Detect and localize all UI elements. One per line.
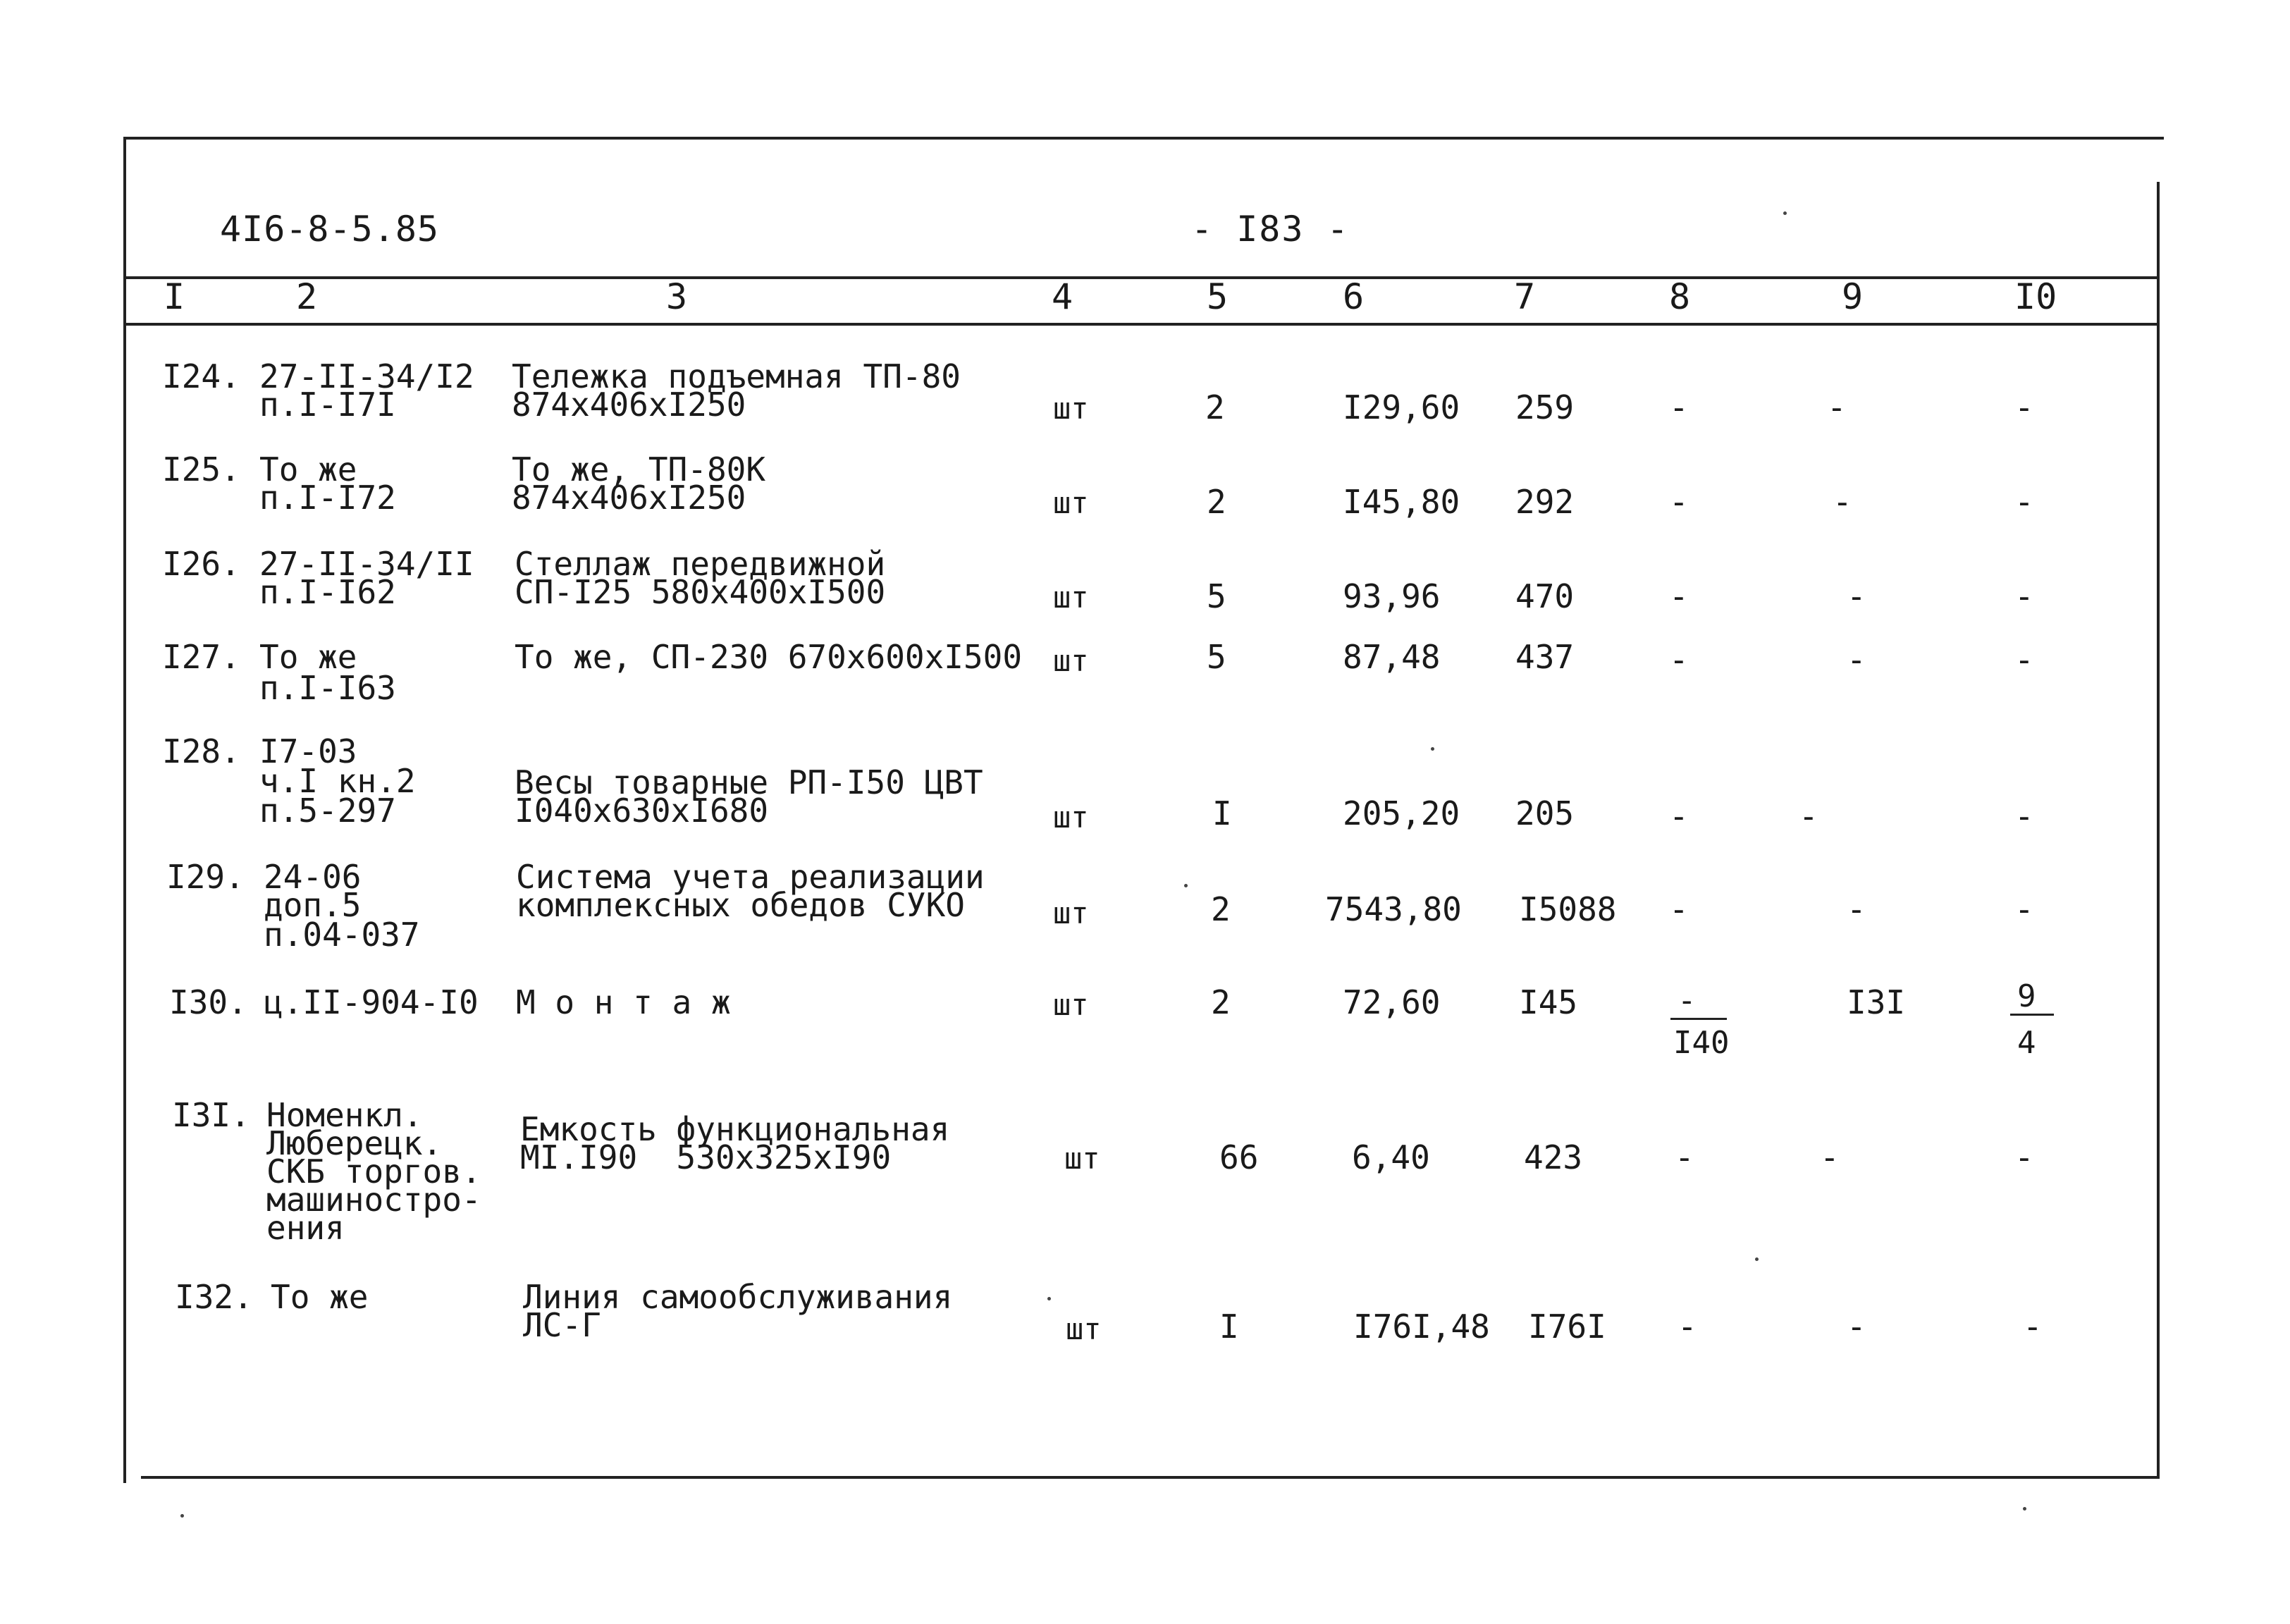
row-col10: - [2014, 388, 2034, 426]
row-total: 437 [1515, 638, 1575, 676]
row-number: I30. [169, 983, 247, 1021]
row-col8: - [1678, 1308, 1697, 1346]
row-price: I29,60 [1343, 388, 1460, 426]
column-header-1: I [164, 276, 185, 317]
row-name-line: I040x630xI680 [515, 792, 769, 830]
row-unit: шт [1053, 896, 1089, 930]
row-name-line: М о н т а ж [516, 983, 731, 1021]
row-price: 205,20 [1343, 794, 1460, 832]
row-col10: - [2014, 483, 2034, 521]
row-total: 259 [1515, 388, 1575, 426]
row-col8: - [1675, 1138, 1694, 1176]
row-name-line: Стеллаж передвижной [515, 545, 886, 583]
fraction-numerator: - [1678, 983, 1697, 1019]
row-total: 470 [1515, 577, 1575, 615]
row-col10: - [2023, 1308, 2043, 1346]
row-quantity: 66 [1219, 1138, 1259, 1176]
row-number: I24. [162, 357, 240, 395]
scan-speck [180, 1514, 184, 1518]
scan-speck [1755, 1257, 1759, 1261]
row-code-line: То же [271, 1278, 369, 1316]
scan-speck [1783, 211, 1787, 215]
row-code-line: п.04-037 [264, 916, 420, 954]
row-unit: шт [1053, 988, 1089, 1022]
row-unit: шт [1066, 1312, 1102, 1346]
row-number: I3I. [172, 1096, 250, 1134]
row-code-line: машиностро- [266, 1181, 481, 1219]
column-header-2: 2 [296, 276, 318, 317]
frame-left-border [123, 137, 126, 1483]
row-code-line: ц.II-904-I0 [264, 983, 479, 1021]
row-col8: - [1669, 641, 1689, 679]
row-total: I76I [1528, 1308, 1606, 1346]
row-number: I25. [162, 450, 240, 488]
scan-speck [1047, 1297, 1051, 1300]
row-name-line: Емкость функциональная [520, 1110, 950, 1148]
row-quantity: 2 [1211, 890, 1231, 928]
row-code-line: п.I-I63 [259, 669, 396, 707]
row-col9: - [1820, 1138, 1840, 1176]
row-code-line: 27-II-34/II [259, 545, 474, 583]
row-col9: - [1847, 890, 1866, 928]
row-total: 205 [1515, 794, 1575, 832]
row-quantity: 2 [1211, 983, 1231, 1021]
column-header-10: I0 [2014, 276, 2057, 317]
row-unit: шт [1053, 391, 1089, 426]
row-code-line: Люберецк. [266, 1124, 443, 1162]
scan-speck [2023, 1507, 2026, 1511]
fraction-bar [2010, 1014, 2054, 1016]
frame-right-border [2157, 182, 2160, 1477]
row-number: I28. [162, 732, 240, 770]
row-price: 72,60 [1343, 983, 1441, 1021]
column-header-6: 6 [1343, 276, 1365, 317]
row-col9: - [1847, 641, 1866, 679]
row-name-line: ЛС-Г [523, 1306, 601, 1344]
frame-bottom-border [141, 1476, 2160, 1479]
row-col9: - [1827, 388, 1847, 426]
row-number: I27. [162, 638, 240, 676]
fraction-numerator: 9 [2017, 978, 2036, 1014]
column-header-7: 7 [1514, 276, 1536, 317]
column-header-8: 8 [1669, 276, 1691, 317]
row-col10: - [2014, 641, 2034, 679]
row-name-line: 874x406xI250 [512, 386, 746, 424]
document-code: 4I6-8-5.85 [220, 209, 440, 250]
row-col9: - [1847, 1308, 1866, 1346]
row-code-line: 24-06 [264, 858, 362, 896]
page-number: - I83 - [1191, 209, 1350, 250]
row-total: I5088 [1519, 890, 1617, 928]
row-unit: шт [1053, 644, 1089, 678]
fraction-denominator: 4 [2017, 1025, 2036, 1061]
row-code-line: 27-II-34/I2 [259, 357, 474, 395]
row-quantity: I [1219, 1308, 1239, 1346]
row-col9: - [1847, 577, 1866, 615]
row-unit: шт [1053, 800, 1089, 835]
row-code-line: ч.I кн.2 [259, 762, 416, 800]
row-number: I32. [175, 1278, 253, 1316]
row-total: I45 [1519, 983, 1578, 1021]
row-number: I26. [162, 545, 240, 583]
frame-top-border [123, 137, 2164, 140]
row-code-line: СКБ торгов. [266, 1152, 481, 1191]
row-col10: - [2014, 797, 2034, 835]
column-header-4: 4 [1052, 276, 1073, 317]
row-name-line: MI.I90 530x325xI90 [520, 1138, 892, 1176]
row-unit: шт [1053, 580, 1089, 615]
row-unit: шт [1064, 1141, 1100, 1176]
row-code-line: п.I-I72 [259, 479, 396, 517]
column-header-9: 9 [1842, 276, 1864, 317]
row-name-line: Тележка подъемная ТП-80 [512, 357, 961, 395]
row-name-line: СП-I25 580x400xI500 [515, 573, 886, 611]
column-header-5: 5 [1207, 276, 1229, 317]
row-code-line: п.I-I62 [259, 573, 396, 611]
row-name-line: То же, ТП-80К [512, 450, 766, 488]
row-code-line: Номенкл. [266, 1096, 423, 1134]
scan-speck [1184, 884, 1188, 887]
row-col8: - [1669, 577, 1689, 615]
fraction-denominator: I40 [1673, 1025, 1730, 1061]
column-header-3: 3 [666, 276, 688, 317]
row-col9: - [1799, 797, 1818, 835]
row-code-line: То же [259, 450, 357, 488]
table-header-bottom-rule [123, 323, 2160, 326]
row-name-line: 874x406xI250 [512, 479, 746, 517]
row-quantity: I [1212, 794, 1232, 832]
scan-speck [1431, 747, 1434, 751]
row-col10: - [2014, 577, 2034, 615]
fraction-bar [1670, 1018, 1727, 1020]
row-quantity: 5 [1207, 638, 1226, 676]
row-code-line: п.5-297 [259, 792, 396, 830]
row-col10: - [2014, 1138, 2034, 1176]
row-price: 93,96 [1343, 577, 1441, 615]
row-col9: I3I [1847, 983, 1906, 1021]
row-quantity: 2 [1207, 483, 1226, 521]
row-price: I76I,48 [1353, 1308, 1490, 1346]
row-col8: - [1669, 483, 1689, 521]
row-name-line: То же, СП-230 670x600xI500 [515, 638, 1023, 676]
row-col8: - [1669, 797, 1689, 835]
row-quantity: 2 [1205, 388, 1225, 426]
row-code-line: То же [259, 638, 357, 676]
row-name-line: Весы товарные РП-I50 ЦВТ [515, 763, 983, 801]
row-quantity: 5 [1207, 577, 1226, 615]
row-price: I45,80 [1343, 483, 1460, 521]
row-unit: шт [1053, 486, 1089, 520]
row-name-line: Линия самообслуживания [523, 1278, 953, 1316]
row-total: 292 [1515, 483, 1575, 521]
row-code-line: доп.5 [264, 886, 362, 924]
row-price: 7543,80 [1325, 890, 1462, 928]
row-number: I29. [166, 858, 245, 896]
row-code-line: п.I-I7I [259, 386, 396, 424]
row-name-line: Система учета реализации [516, 858, 985, 896]
row-col8: - [1669, 890, 1689, 928]
row-col9: - [1833, 483, 1852, 521]
row-price: 6,40 [1352, 1138, 1430, 1176]
row-total: 423 [1524, 1138, 1583, 1176]
row-col10: - [2014, 890, 2034, 928]
row-price: 87,48 [1343, 638, 1441, 676]
row-name-line: комплексных обедов СУКО [516, 886, 965, 924]
row-col8: - [1669, 388, 1689, 426]
row-code-line: I7-03 [259, 732, 357, 770]
row-code-line: ения [266, 1209, 345, 1247]
